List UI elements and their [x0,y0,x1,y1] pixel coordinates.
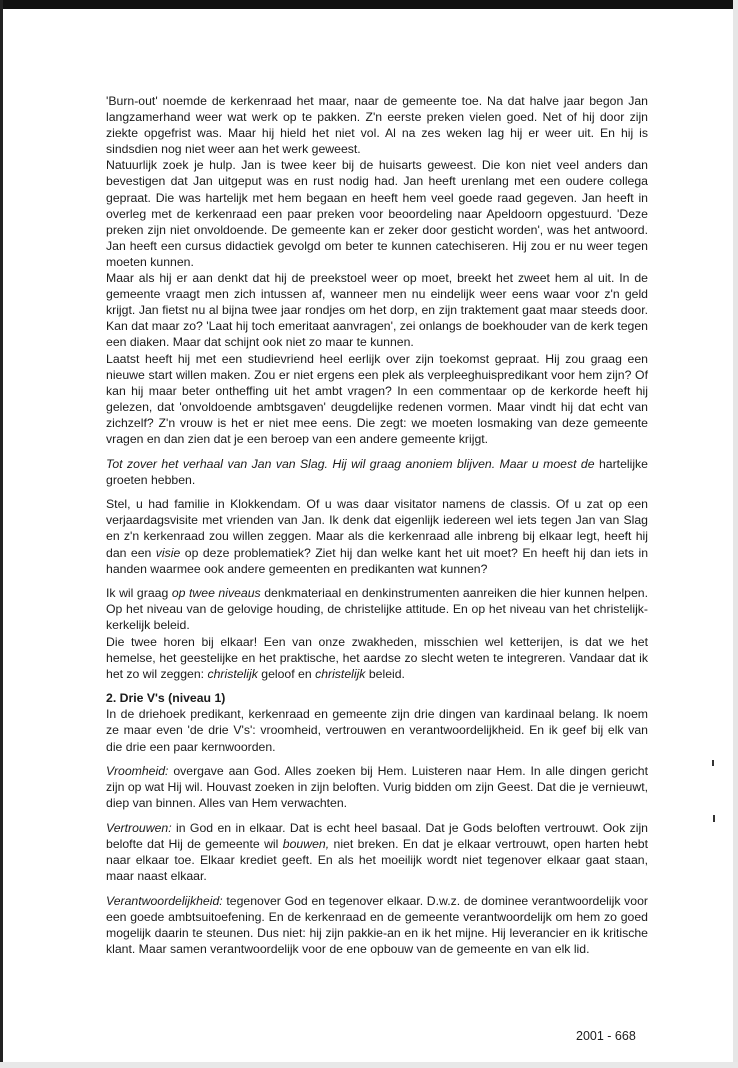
paragraph [106,496,648,576]
italic-text: christelijk [207,666,258,681]
paragraph: In de driehoek predikant, kerkenraad en gemeente zijn drie dingen van kardinaal belang. Ik noem ze maar even 'de drie V's': vroomheid, vertrouwen en verantwoordelijkheid. En ik geef bij elk van die drie een paar kernwoorden. [106,707,648,754]
scan-mark [713,815,715,822]
paragraph [106,634,648,682]
text: niet breken. En dat je elkaar vertrouwt, open harten hebt naar elkaar toe. Elkaar krediet geeft. En als het moeilijk wordt niet tegenover elkaar gaat staan, maar naast elkaar. [106,837,649,884]
text: op deze problematiek? Ziet hij dan welke kant het uit moet? En heeft hij dan iets in handen waarmee ook andere gemeenten en predikanten wat kunnen? [106,545,649,576]
section-heading: 2. Drie V's (niveau 1) [106,691,226,706]
italic-text: op twee niveaus [171,586,261,601]
term-vroomheid: Vroomheid: [106,764,169,779]
paragraph: Maar als hij er aan denkt dat hij de preekstoel weer op moet, breekt het zweet hem al uit. In de gemeente vraagt men zich intussen af, wanneer men nu eindelijk weer eens waar voor z'n geld krijgt. Jan fietst nu al bijna twee jaar rondjes om het dorp, en zijn traktement gaat maar steeds door. Kan dat maar zo? 'Laat hij toch emeritaat aanvragen', zei onlangs de boekhouder van de kerk tegen een diaken. Maar dat schijnt ook niet zo maar te kunnen. [106,271,648,350]
text: Die twee horen bij elkaar! Een van onze zwakheden, misschien wel ketterijen, is dat we het hemelse, het geestelijke en het praktische, het aardse zo slecht weten te integreren. Vandaar dat ik het zo wil zeggen: [106,634,648,681]
paragraph: 'Burn-out' noemde de kerkenraad het maar, naar de gemeente toe. Na dat halve jaar begon Jan langzamerhand weer wat werk op te pakken. Z'n eerste preken vielen goed. Net of hij door zijn ziekte opgefrist was. Maar hij hield het niet vol. Al na zes weken lag hij er weer uit. En hij is sindsdien nog niet weer aan het werk geweest. [106,94,648,157]
text: tegenover God en tegenover elkaar. D.w.z. de dominee verantwoordelijk voor een goede ambtsuitoefening. En de kerkenraad en de gemeente verantwoordelijk om hem zo goed mogelijk daarin te steunen. Dus niet: hij zijn pakkie-an en ik het mijne. Hij leverancier en ik kritische klant. Maar samen verantwoordelijk voor de ene opbouw van de gemeente en van elk lid. [106,893,648,957]
page-number: 2001 - 668 [576,1029,636,1043]
italic-text: Tot zover het verhaal van Jan van Slag. Hij wil graag anoniem blijven. Maar u moest de [106,456,595,471]
scan-mark [712,760,714,766]
paragraph [106,893,648,957]
paragraph [106,456,648,488]
italic-text: bouwen, [282,837,330,852]
paragraph [106,585,648,633]
paragraph: Laatst heeft hij met een studievriend heel eerlijk over zijn toekomst gepraat. Hij zou graag een nieuwe start willen maken. Zou er niet ergens een plek als verpleeghuispredikant voor hem zijn? Of kan hij maar beter ontheffing uit het ambt vragen? In een commentaar op de kerkorde heeft hij gelezen, dat 'onvoldoende ambtsgaven' deugdelijke redenen vormen. Maar vindt hij dat echt van zichzelf? Z'n vrouw is het er niet mee eens. Die zegt: we moeten losmaking van deze gemeente vragen en dan zien dat je een beroep van een andere gemeente krijgt. [106,351,648,446]
italic-text: christelijk [315,666,366,681]
scan-border-left [0,0,3,1068]
text: geloof en [261,666,312,681]
text: denkmateriaal en denkinstrumenten aanreiken die hier kunnen helpen. Op het niveau van de gelovige houding, de christelijke attitude. En op het niveau van het christelijk-kerkelijk beleid. [106,586,649,633]
italic-text: visie [155,545,181,560]
paragraph [106,763,648,811]
page-body [106,93,648,966]
scan-border-bottom [0,1062,738,1068]
text: in God en in elkaar. Dat is echt heel basaal. Dat je Gods beloften vertrouwt. Ook zijn belofte dat Hij de gemeente wil [106,820,648,852]
text: overgave aan God. Alles zoeken bij Hem. Luisteren naar Hem. In alle dingen gericht zijn op wat Hij wil. Houvast zoeken in zijn beloften. Vurig bidden om zijn Geest. Dat die je vernieuwt, diep van binnen. Alles van Hem verwachten. [106,764,648,811]
paragraph: Natuurlijk zoek je hulp. Jan is twee keer bij de huisarts geweest. Die kon niet veel anders dan bevestigen dat Jan uitgeput was en rust nodig had. Jan heeft urenlang met een oudere collega gepraat. Die was hartelijk met hem begaan en heeft hem veel goede raad gegeven. Jan heeft in overleg met de kerkenraad een paar preken voor beoordeling naar Apeldoorn opgestuurd. 'Deze preken zijn niet onvoldoende. De gemeente kan er zeker door gesticht worden', was het antwoord. Jan heeft een cursus didactiek gevolgd om beter te kunnen catechiseren. Hij zou er nu weer tegen moeten kunnen. [106,158,648,269]
text: Stel, u had familie in Klokkendam. Of u was daar visitator namens de classis. Of u zat op een verjaardagsvisite met vrienden van Jan. Ik denk dat eigenlijk iedereen wel iets tegen Jan van Slag en z'n kerkenraad zou willen zeggen. Maar als die kerkenraad alle inbreng bij elkaar legt, heeft hij dan een [106,497,648,560]
text: hartelijke groeten hebben. [106,456,648,487]
paragraph [106,820,648,884]
term-verantwoordelijkheid: Verantwoordelijkheid: [106,893,223,908]
text: beleid. [368,666,405,681]
text: Ik wil graag [106,586,169,601]
term-vertrouwen: Vertrouwen: [106,820,172,835]
scan-border-right [733,0,738,1068]
scan-border-top [0,0,738,9]
